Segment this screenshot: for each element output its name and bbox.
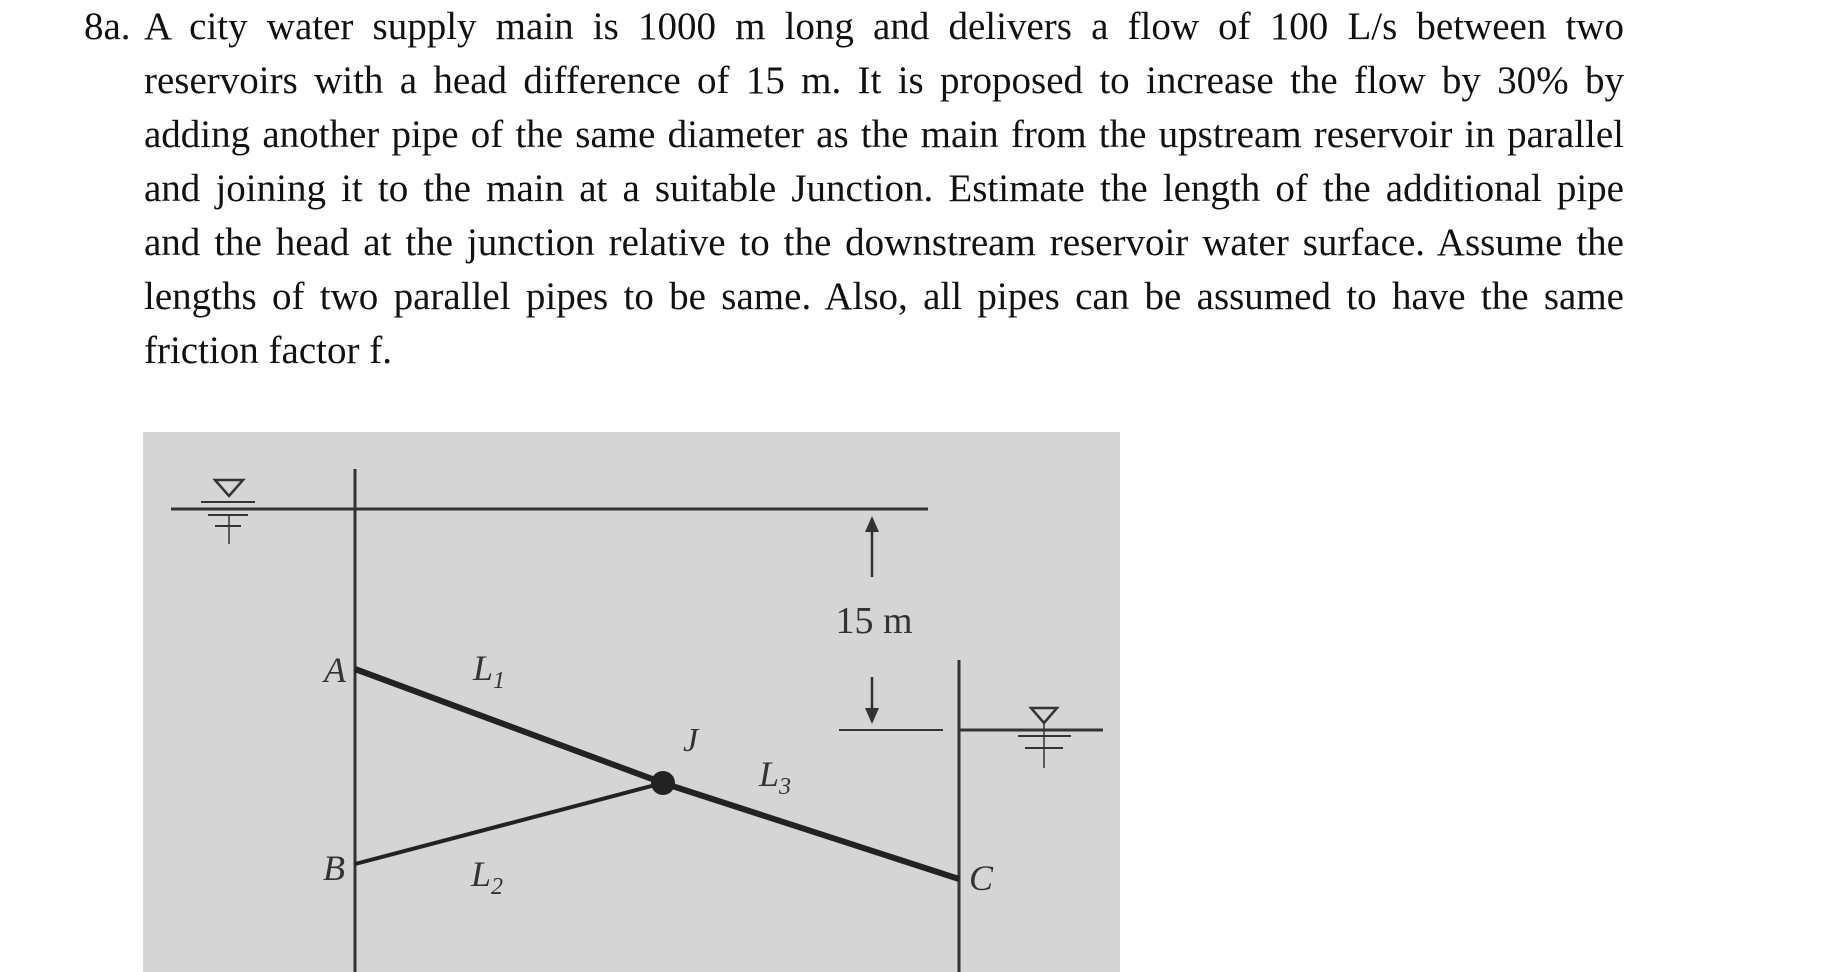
junction-node [651, 771, 675, 795]
pipe-l2 [355, 783, 663, 864]
pipe-l1-subscript: 1 [493, 668, 506, 694]
pipe-l3-subscript: 3 [779, 774, 792, 800]
pipe-network-figure [143, 432, 1120, 972]
upstream-water-level-icon [201, 480, 255, 544]
point-c-label: C [969, 858, 994, 898]
problem-number: 8a. [84, 5, 131, 48]
pipe-network-diagram [143, 432, 1120, 972]
problem-line: A city water supply main is 1000 m long and delivers a flow of 100 L/s between two [144, 5, 1624, 48]
problem-line: friction factor f. [144, 329, 392, 372]
problem-line: adding another pipe of the same diameter as the main from the upstream reservoir in parallel [144, 113, 1624, 156]
pipe-l1-letter: L [473, 648, 494, 688]
problem-line: reservoirs with a head difference of 15 m. It is proposed to increase the flow by 30% by [144, 59, 1624, 102]
pipe-l2-label [470, 854, 503, 900]
problem-line: lengths of two parallel pipes to be same. Also, all pipes can be assumed to have the same [144, 275, 1624, 318]
pipe-l1-label [472, 648, 505, 694]
pipe-l3-letter: L [759, 754, 780, 794]
pipe-l3 [663, 783, 959, 879]
problem-line: and joining it to the main at a suitable Junction. Estimate the length of the additional pipe [144, 167, 1624, 210]
pipe-l2-letter: L [471, 854, 492, 894]
downstream-water-level-icon [1018, 708, 1071, 768]
pipe-l2-subscript: 2 [491, 874, 504, 900]
junction-label: J [683, 722, 699, 759]
pipe-l3-label [758, 754, 791, 800]
pipe-l1 [355, 669, 663, 783]
point-b-label: B [323, 848, 345, 888]
head-label: 15 m [835, 600, 913, 642]
problem-line: and the head at the junction relative to the downstream reservoir water surface. Assume the [144, 221, 1624, 264]
point-a-label: A [324, 650, 346, 690]
